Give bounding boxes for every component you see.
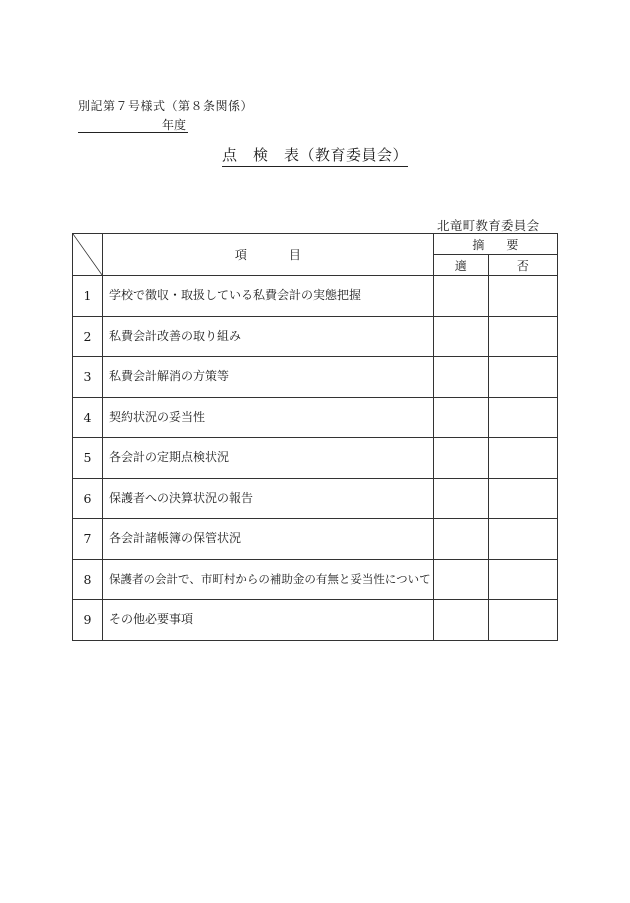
yes-checkbox-cell[interactable] xyxy=(433,478,488,519)
row-item: 保護者への決算状況の報告 xyxy=(103,478,434,519)
yes-checkbox-cell[interactable] xyxy=(433,397,488,438)
row-item: 契約状況の妥当性 xyxy=(103,397,434,438)
table-row xyxy=(73,316,558,357)
header-corner-cell xyxy=(73,234,103,276)
row-item: 学校で徴収・取扱している私費会計の実態把握 xyxy=(103,276,434,317)
table-row xyxy=(73,519,558,560)
no-checkbox-cell[interactable] xyxy=(488,438,557,479)
no-checkbox-cell[interactable] xyxy=(488,519,557,560)
row-item: 保護者の会計で、市町村からの補助金の有無と妥当性について xyxy=(103,559,434,600)
row-number: 6 xyxy=(73,478,103,519)
year-label: 年度 xyxy=(162,118,187,132)
row-number: 8 xyxy=(73,559,103,600)
yes-checkbox-cell[interactable] xyxy=(433,357,488,398)
row-number: 7 xyxy=(73,519,103,560)
header-item-label-b: 目 xyxy=(288,248,301,262)
organization-name: 北竜町教育委員会 xyxy=(437,218,540,233)
yes-checkbox-cell[interactable] xyxy=(433,316,488,357)
row-item: 私費会計改善の取り組み xyxy=(103,316,434,357)
no-checkbox-cell[interactable] xyxy=(488,559,557,600)
no-checkbox-cell[interactable] xyxy=(488,316,557,357)
no-checkbox-cell[interactable] xyxy=(488,478,557,519)
table-row xyxy=(73,600,558,641)
yes-checkbox-cell[interactable] xyxy=(433,559,488,600)
yes-checkbox-cell[interactable] xyxy=(433,276,488,317)
diagonal-line xyxy=(73,234,102,275)
no-checkbox-cell[interactable] xyxy=(488,357,557,398)
row-item: 各会計の定期点検状況 xyxy=(103,438,434,479)
table-row xyxy=(73,478,558,519)
page-title: 点 検 表（教育委員会） xyxy=(222,144,408,167)
header-yes-cell: 適 xyxy=(433,255,488,276)
row-number: 4 xyxy=(73,397,103,438)
header-item-cell xyxy=(103,234,434,276)
row-number: 5 xyxy=(73,438,103,479)
table-row xyxy=(73,559,558,600)
checklist-table xyxy=(72,233,558,641)
yes-checkbox-cell[interactable] xyxy=(433,600,488,641)
row-item: その他必要事項 xyxy=(103,600,434,641)
row-item: 各会計諸帳簿の保管状況 xyxy=(103,519,434,560)
header-summary-label-a: 摘 xyxy=(472,237,485,252)
no-checkbox-cell[interactable] xyxy=(488,397,557,438)
table-row xyxy=(73,357,558,398)
row-item: 私費会計解消の方策等 xyxy=(103,357,434,398)
no-checkbox-cell[interactable] xyxy=(488,276,557,317)
header-no-cell: 否 xyxy=(488,255,557,276)
yes-checkbox-cell[interactable] xyxy=(433,519,488,560)
row-number: 3 xyxy=(73,357,103,398)
no-checkbox-cell[interactable] xyxy=(488,600,557,641)
row-number: 9 xyxy=(73,600,103,641)
row-number: 2 xyxy=(73,316,103,357)
form-reference: 別記第７号様式（第８条関係） xyxy=(78,99,254,113)
header-summary-label-b: 要 xyxy=(506,237,519,252)
row-number: 1 xyxy=(73,276,103,317)
table-row xyxy=(73,276,558,317)
table-row xyxy=(73,438,558,479)
header-summary-cell xyxy=(433,234,557,255)
yes-checkbox-cell[interactable] xyxy=(433,438,488,479)
table-row xyxy=(73,397,558,438)
header-item-label-a: 項 xyxy=(234,248,247,262)
